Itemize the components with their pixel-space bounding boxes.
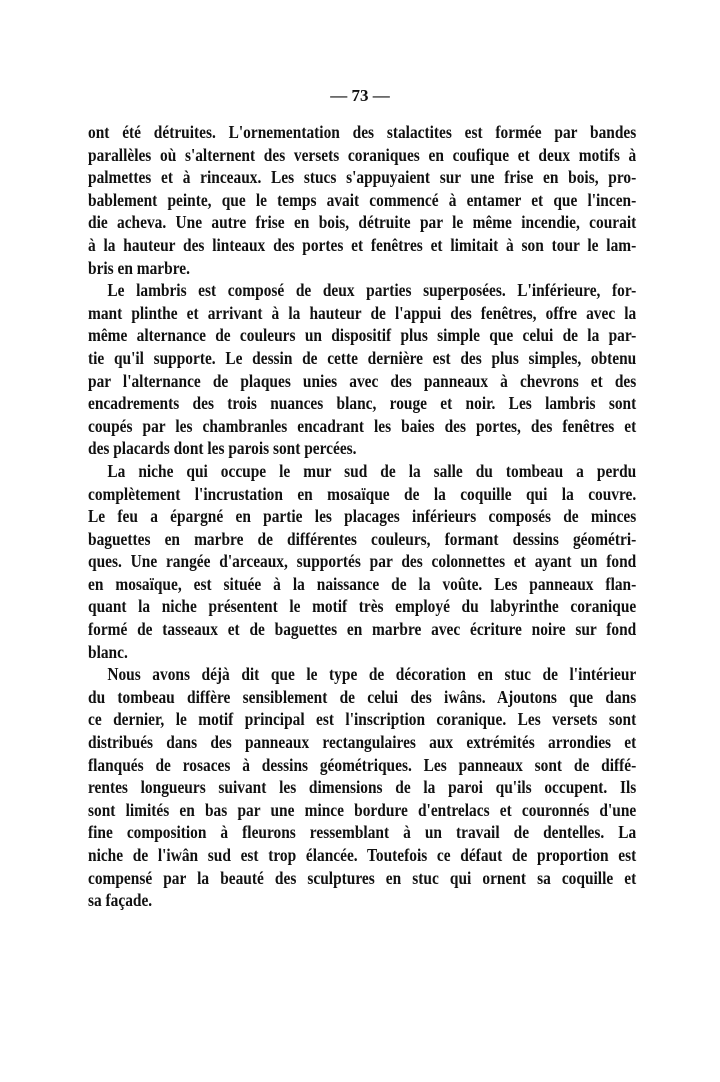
text-line: compensé par la beauté des sculptures en stuc qui ornent sa coquille et — [88, 867, 637, 888]
body-text — [88, 121, 636, 912]
text-line: blanc. — [88, 641, 128, 662]
text-line: ont été détruites. L'ornementation des stalactites est formée par bandes — [88, 122, 637, 142]
page-number: — 73 — — [330, 86, 390, 105]
text-line: même alternance de couleurs un dispositif plus simple que celui de la par- — [88, 325, 637, 346]
text-line: Le lambris est composé de deux parties superposées. L'inférieure, for- — [107, 280, 637, 301]
text-line: par l'alternance de plaques unies avec des panneaux à chevrons et des — [88, 370, 637, 391]
text-line: quant la niche présentent le motif très employé du labyrinthe coranique — [88, 596, 637, 617]
text-line: rentes longueurs suivant les dimensions de la paroi qu'ils occupent. Ils — [88, 777, 637, 798]
text-line: encadrements des trois nuances blanc, rouge et noir. Les lambris sont — [88, 393, 637, 414]
paragraph — [88, 460, 636, 663]
text-line: baguettes en marbre de différentes couleurs, formant dessins géométri- — [88, 528, 637, 549]
text-line: à la hauteur des linteaux des portes et fenêtres et limitait à son tour le lam- — [88, 234, 637, 255]
text-line: bris en marbre. — [88, 257, 190, 278]
paragraph — [88, 121, 636, 279]
text-line: die acheva. Une autre frise en bois, détruite par le même incendie, courait — [88, 212, 637, 233]
text-line: en mosaïque, est située à la naissance de la voûte. Les panneaux flan- — [88, 573, 637, 594]
text-line: fine composition à fleurons ressemblant à un travail de dentelles. La — [88, 822, 637, 843]
text-line: Nous avons déjà dit que le type de décoration en stuc de l'intérieur — [107, 664, 637, 685]
text-line: coupés par les chambranles encadrant les baies des portes, des fenêtres et — [88, 415, 637, 436]
text-line: parallèles où s'alternent des versets coraniques en coufique et deux motifs à — [88, 144, 637, 165]
text-line: complètement l'incrustation en mosaïque de la coquille qui la couvre. — [88, 483, 637, 504]
text-line: mant plinthe et arrivant à la hauteur de l'appui des fenêtres, offre avec la — [88, 302, 637, 323]
text-line: formé de tasseaux et de baguettes en marbre avec écriture noire sur fond — [88, 619, 637, 640]
text-line: Le feu a épargné en partie les placages inférieurs composés de minces — [88, 506, 637, 527]
text-line: du tombeau diffère sensiblement de celui des iwâns. Ajoutons que dans — [88, 686, 637, 707]
text-line: ques. Une rangée d'arceaux, supportés par des colonnettes et ayant un fond — [88, 551, 637, 572]
text-line: sont limités en bas par une mince bordure d'entrelacs et couronnés d'une — [88, 799, 637, 820]
text-line: ce dernier, le motif principal est l'inscription coranique. Les versets sont — [88, 709, 637, 730]
text-line: La niche qui occupe le mur sud de la salle du tombeau a perdu — [107, 460, 637, 481]
text-line: bablement peinte, que le temps avait commencé à entamer et que l'incen- — [88, 189, 637, 210]
paragraph — [88, 279, 636, 460]
text-line: des placards dont les parois sont percées. — [88, 438, 357, 459]
paragraph — [88, 663, 636, 912]
text-line: flanqués de rosaces à dessins géométriques. Les panneaux sont de diffé- — [88, 754, 637, 775]
text-line: sa façade. — [88, 890, 153, 911]
text-line: tie qu'il supporte. Le dessin de cette dernière est des plus simples, obtenu — [88, 347, 637, 368]
text-line: niche de l'iwân sud est trop élancée. Toutefois ce défaut de proportion est — [88, 845, 637, 865]
text-line: palmettes et à rinceaux. Les stucs s'appuyaient sur une frise en bois, pro- — [88, 167, 637, 188]
text-line: distribués dans des panneaux rectangulaires aux extrémités arrondies et — [88, 732, 637, 753]
